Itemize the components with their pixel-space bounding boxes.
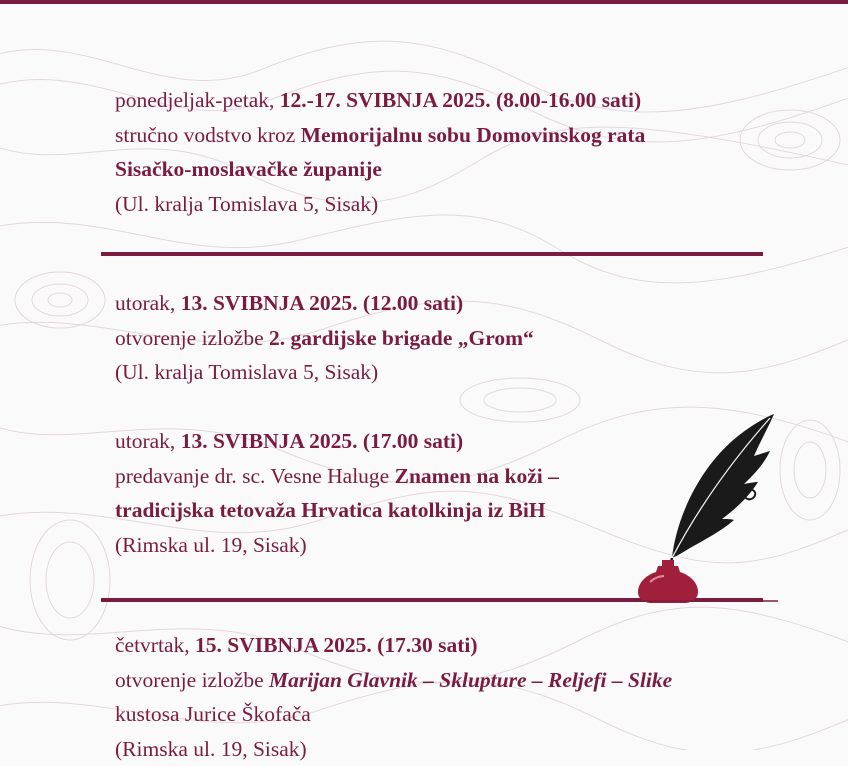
event-desc-text: stručno vodstvo kroz [115,123,301,147]
event-desc-text: predavanje dr. sc. Vesne Haluge [115,464,395,488]
event-date-line [115,286,534,321]
quill-in-inkwell-icon [628,408,778,603]
event-location: (Rimska ul. 19, Sisak) [115,732,672,766]
event-date: 12.-17. SVIBNJA 2025. (8.00-16.00 sati) [280,88,641,112]
event-title-continued: tradicijska tetovaža Hrvatica katolkinja iz BiH [115,493,559,528]
event-4 [115,628,672,766]
event-date-line [115,83,645,118]
event-title: Marijan Glavnik – Sklupture – Reljefi – Slike [269,668,672,692]
event-title: Memorijalnu sobu Domovinskog rata [301,123,646,147]
event-date-line [115,424,559,459]
event-title: Znamen na koži – [395,464,559,488]
event-title: 2. gardijske brigade „Grom“ [269,326,534,350]
event-date: 13. SVIBNJA 2025. (12.00 sati) [181,291,464,315]
event-description [115,663,672,698]
event-location: (Rimska ul. 19, Sisak) [115,528,559,563]
event-description [115,459,559,494]
event-description [115,321,534,356]
event-title-continued: Sisačko-moslavačke županije [115,152,645,187]
event-3 [115,424,559,562]
event-day: utorak, [115,291,181,315]
event-desc-text: otvorenje izložbe [115,668,269,692]
event-location: (Ul. kralja Tomislava 5, Sisak) [115,355,534,390]
event-date: 13. SVIBNJA 2025. (17.00 sati) [181,429,464,453]
event-1 [115,83,645,221]
event-date: 15. SVIBNJA 2025. (17.30 sati) [195,633,478,657]
top-border [0,0,848,4]
event-description [115,118,645,153]
event-day: utorak, [115,429,181,453]
event-day: četvrtak, [115,633,195,657]
event-date-line [115,628,672,663]
event-2 [115,286,534,390]
event-desc-text: otvorenje izložbe [115,326,269,350]
event-location: (Ul. kralja Tomislava 5, Sisak) [115,187,645,222]
section-divider [101,252,763,256]
event-curator: kustosa Jurice Škofača [115,697,672,732]
event-day: ponedjeljak-petak, [115,88,280,112]
